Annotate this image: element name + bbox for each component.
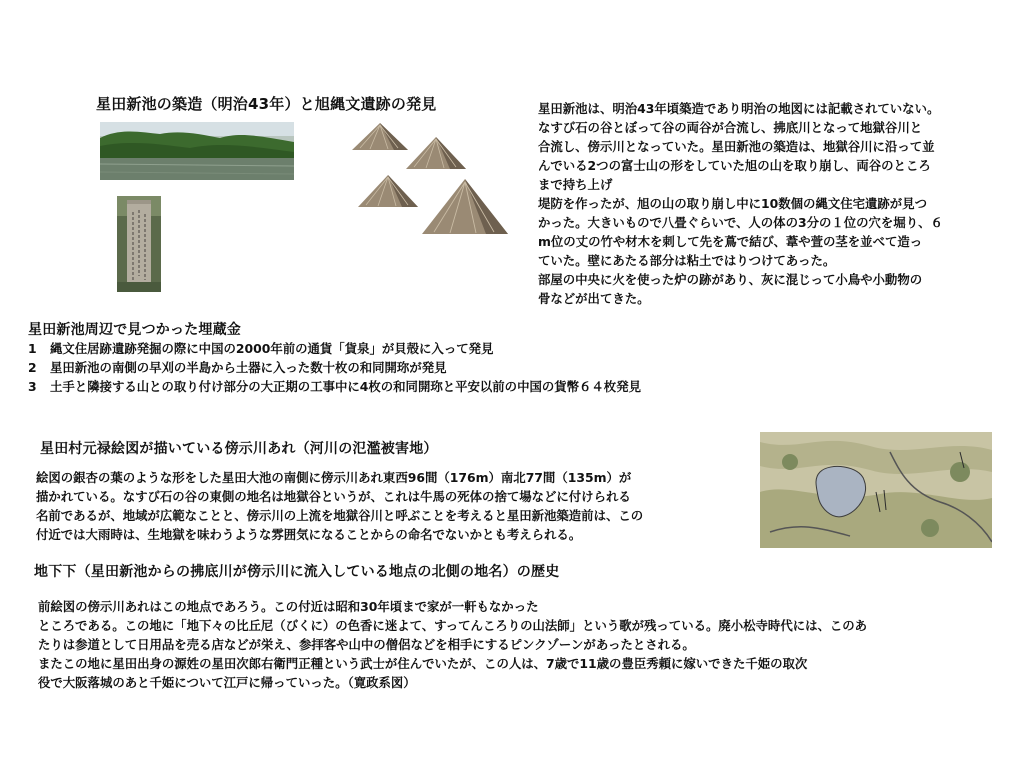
list-item-number: 2 bbox=[28, 360, 37, 375]
list-item bbox=[28, 358, 808, 377]
section3-title: 星田村元禄絵図が描いている傍示川あれ（河川の氾濫被害地） bbox=[40, 441, 438, 457]
text-line: またこの地に星田出身の源姓の星田次郎右衛門正種という武士が住んでいたが、この人は、7歳で11歳の豊臣秀頼に嫁いできた千姫の取次 bbox=[38, 656, 808, 671]
list-item-number: 1 bbox=[28, 341, 37, 356]
text-line: なすび石の谷とぼって谷の両谷が合流し、拂底川となって地獄谷川と bbox=[538, 120, 923, 135]
text-line: 合流し、傍示川となっていた。星田新池の築造は、地獄谷川に沿って並 bbox=[538, 139, 935, 154]
text-line: まで持ち上げ bbox=[538, 177, 613, 192]
text-line: 星田新池は、明治43年頃築造であり明治の地図には記載されていない。 bbox=[538, 101, 940, 116]
text-line: 前絵図の傍示川あれはこの地点であろう。この付近は昭和30年頃まで家が一軒もなかった bbox=[38, 599, 539, 614]
text-line: m位の丈の竹や材木を刺して先を蔦で結び、葦や萱の茎を並べて造っ bbox=[538, 234, 923, 249]
treasure-list bbox=[28, 339, 808, 396]
thatched-hut-icon bbox=[356, 174, 420, 210]
text-line: んでいる2つの富士山の形をしていた旭の山を取り崩し、両谷のところ bbox=[538, 158, 931, 173]
thatched-hut-icon bbox=[350, 122, 410, 152]
thatched-hut-icon bbox=[420, 178, 510, 238]
list-item-number: 3 bbox=[28, 379, 37, 394]
text-line: 付近では大雨時は、生地獄を味わうような雰囲気になることからの命名でないかとも考えられる。 bbox=[36, 527, 582, 542]
section1-paragraph bbox=[538, 99, 1018, 308]
section3-paragraph bbox=[36, 468, 756, 544]
section1-title: 星田新池の築造（明治43年）と旭縄文遺跡の発見 bbox=[96, 95, 437, 113]
list-item-text: 縄文住居跡遺跡発掘の際に中国の2000年前の通貨「貨泉」が貝殻に入って発見 bbox=[50, 341, 494, 356]
text-line: 描かれている。なすび石の谷の東側の地名は地獄谷というが、これは牛馬の死体の捨て場などに付けられる bbox=[36, 489, 631, 504]
text-line: ていた。壁にあたる部分は粘土ではりつけてあった。 bbox=[538, 253, 836, 268]
text-line: 骨などが出てきた。 bbox=[538, 291, 650, 306]
text-line: 堤防を作ったが、旭の山の取り崩し中に10数個の縄文住宅遺跡が見つ bbox=[538, 196, 927, 211]
stone-monument-photo bbox=[117, 196, 161, 292]
text-line: 絵図の銀杏の葉のような形をした星田大池の南側に傍示川あれ東西96間（176m）南北77間（135m）が bbox=[36, 470, 632, 485]
section4-title: 地下下（星田新池からの拂底川が傍示川に流入している地点の北側の地名）の歴史 bbox=[34, 564, 560, 580]
list-item-text: 土手と隣接する山との取り付け部分の大正期の工事中に4枚の和同開珎と平安以前の中国の貨幣６４枚発見 bbox=[50, 379, 641, 394]
text-line: 役で大阪落城のあと千姫について江戸に帰っていった。（寛政系図） bbox=[38, 675, 416, 690]
section2-title: 星田新池周辺で見つかった埋蔵金 bbox=[28, 322, 241, 338]
text-line: たりは参道として日用品を売る店などが栄え、参拝客や山中の僧侶などを相手にするピンクゾーンがあったとされる。 bbox=[38, 637, 695, 652]
text-line: ところである。この地に「地下々の比丘尼（びくに）の色香に迷よて、すってんころりの山法師」という歌が残っている。廃小松寺時代には、このあ bbox=[38, 618, 868, 633]
list-item bbox=[28, 377, 808, 396]
list-item-text: 星田新池の南側の早刈の半島から土器に入った数十枚の和同開珎が発見 bbox=[50, 360, 447, 375]
text-line: 部屋の中央に火を使った炉の跡があり、灰に混じって小鳥や小動物の bbox=[538, 272, 923, 287]
list-item bbox=[28, 339, 808, 358]
old-map-picture bbox=[760, 432, 992, 548]
text-line: 名前であるが、地域が広範なことと、傍示川の上流を地獄谷川と呼ぶことを考えると星田新池築造前は、この bbox=[36, 508, 644, 523]
thatched-hut-icon bbox=[404, 136, 468, 172]
section4-paragraph bbox=[38, 597, 998, 692]
text-line: かった。大きいもので八畳ぐらいで、人の体の3分の１位の穴を堀り、６ bbox=[538, 215, 943, 230]
pond-photo bbox=[100, 122, 294, 180]
